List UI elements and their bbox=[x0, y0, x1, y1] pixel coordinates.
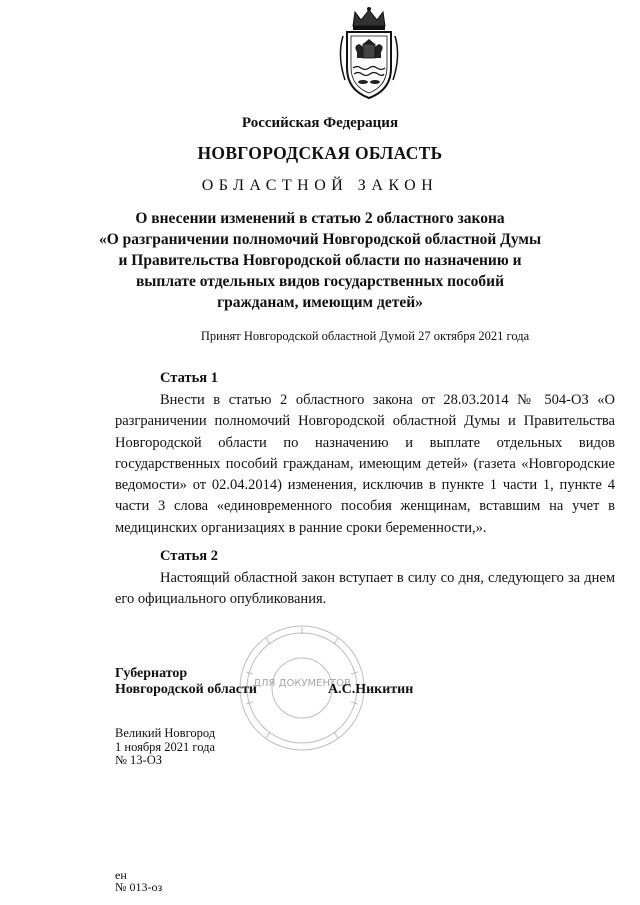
article-1-title: Статья 1 bbox=[160, 370, 218, 386]
region-name: НОВГОРОДСКАЯ ОБЛАСТЬ bbox=[197, 143, 443, 163]
adoption-note: Принят Новгородской областной Думой 27 октября 2021 года bbox=[200, 329, 530, 343]
country-name: Российская Федерация bbox=[241, 115, 399, 131]
law-number: № 13-ОЗ bbox=[115, 753, 163, 767]
stamp-text: ДЛЯ ДОКУМЕНТОВ bbox=[253, 678, 351, 689]
place-date-block bbox=[115, 727, 215, 768]
governor-name: А.С.Никитин bbox=[328, 682, 414, 697]
law-title-line: О внесении изменений в статью 2 областного закона bbox=[135, 210, 505, 227]
article-2-title: Статья 2 bbox=[160, 548, 218, 564]
governor-position-line: Новгородской области bbox=[115, 682, 257, 697]
governor-position bbox=[115, 666, 257, 698]
law-title-line: и Правительства Новгородской области по назначению и bbox=[118, 252, 522, 269]
footer-block bbox=[115, 869, 162, 893]
law-title-line: гражданам, имеющим детей» bbox=[217, 294, 423, 311]
footer-initials: ен bbox=[115, 868, 127, 882]
signing-date: 1 ноября 2021 года bbox=[115, 739, 216, 754]
law-title-line: «О разграничении полномочий Новгородской областной Думы bbox=[98, 231, 542, 248]
article-1-text: Внести в статью 2 областного закона от 28.03.2014 № 504-ОЗ «О разграничении полномочий Новгородской областной Думы и Правительства Новгородской области по назначению и выплате отдельных видов государственных пособий гражданам, имеющим детей» (газета «Новгородские ведомости» от 02.04.2014) изменения, исключив в пункте 1 части 1, пункте 4 части 3 слова «единовременного пособия женщинам, вставшим на учет в медицинских организациях в ранние сроки беременности,». bbox=[115, 392, 615, 536]
law-type: ОБЛАСТНОЙ ЗАКОН bbox=[201, 177, 439, 194]
law-title bbox=[0, 208, 640, 313]
article-2-text: Настоящий областной закон вступает в силу со дня, следующего за днем его официального опубликования. bbox=[115, 570, 615, 608]
signing-city: Великий Новгород bbox=[115, 726, 216, 740]
law-title-line: выплате отдельных видов государственных пособий bbox=[135, 273, 505, 290]
coat-of-arms-icon bbox=[333, 6, 405, 102]
footer-ref: № 013-оз bbox=[115, 880, 163, 894]
governor-position-line: Губернатор bbox=[115, 666, 188, 681]
